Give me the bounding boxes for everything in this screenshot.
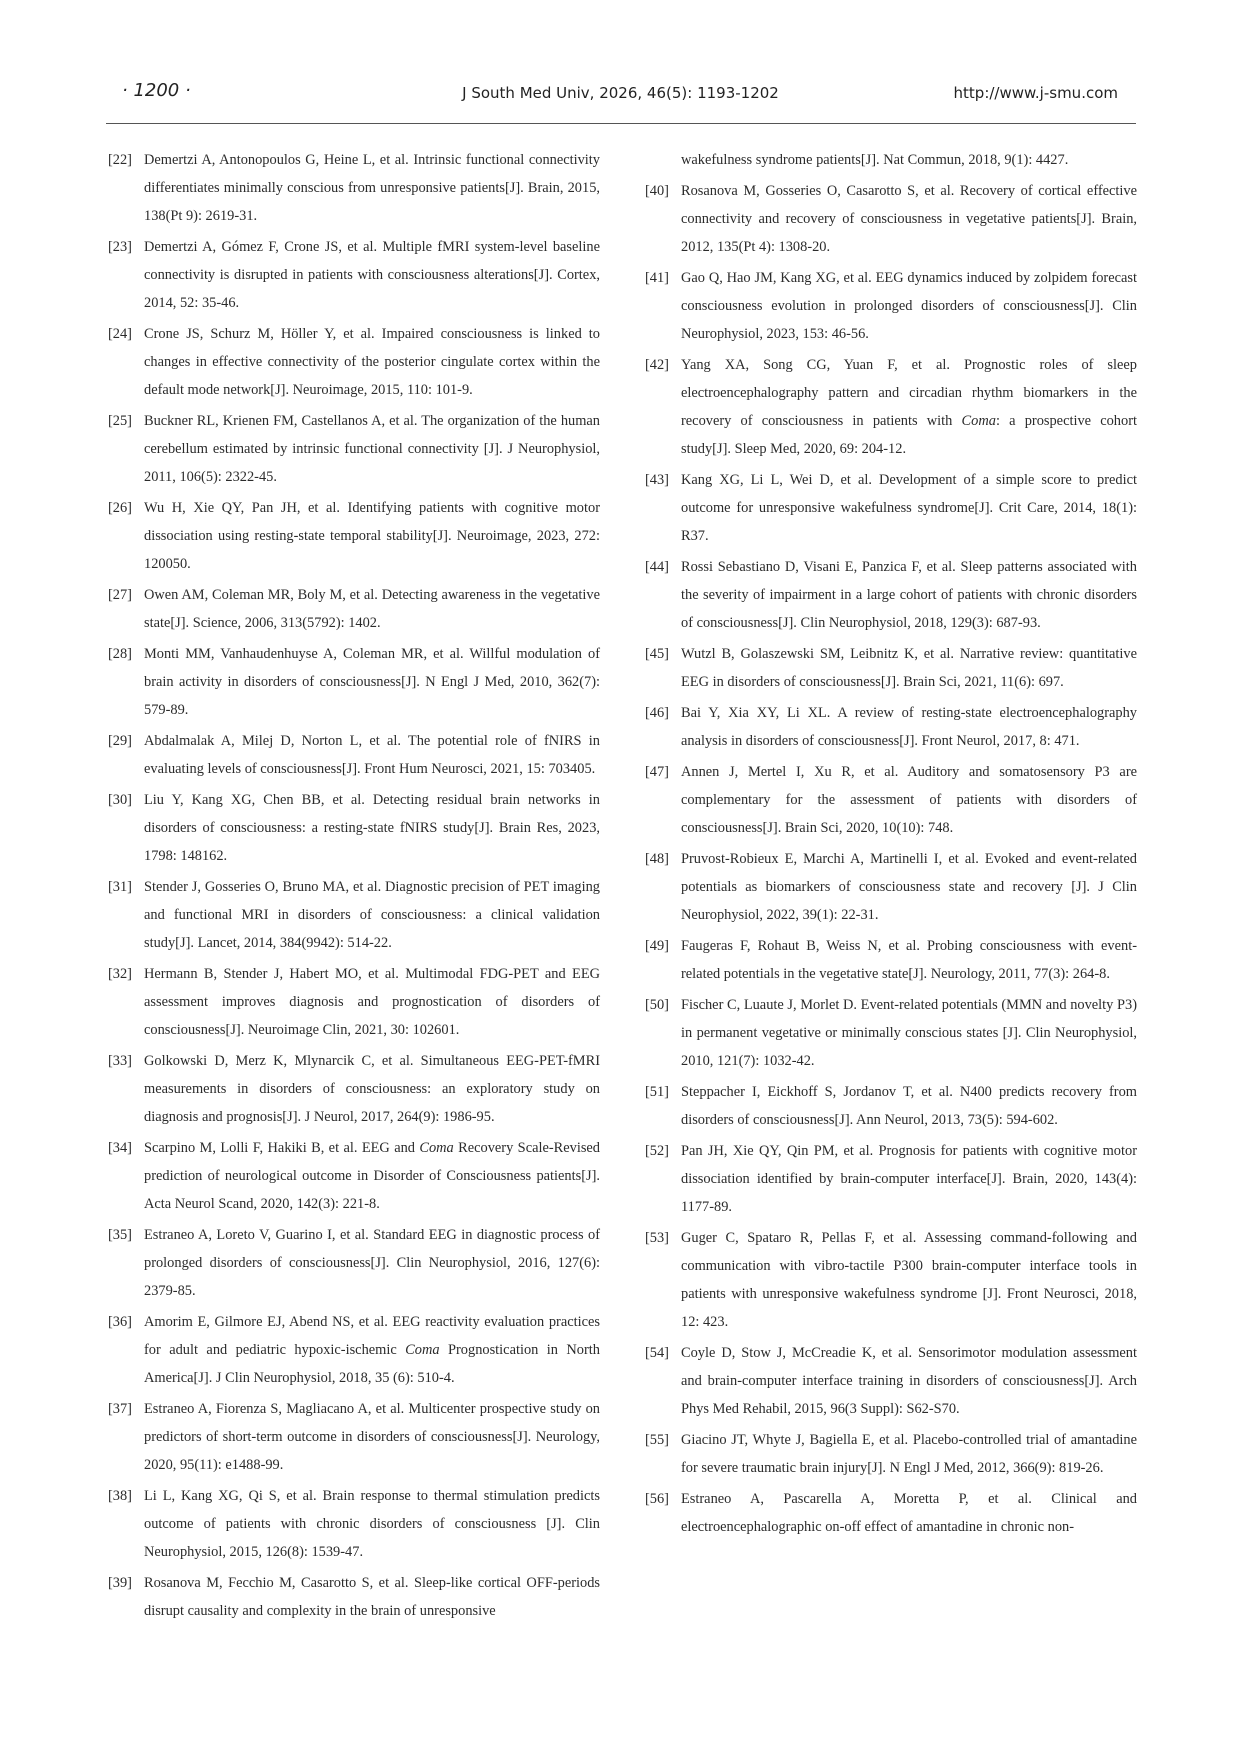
reference-entry (108, 1395, 600, 1479)
reference-number: [56] (645, 1491, 669, 1507)
reference-text: Steppacher I, Eickhoff S, Jordanov T, et al. N400 predicts recovery from disorders of consciousness[J]. Ann Neurol, 2013, 73(5): 594-602. (681, 1084, 1137, 1128)
reference-number: [35] (108, 1227, 132, 1243)
reference-number: [28] (108, 646, 132, 662)
reference-number: [37] (108, 1401, 132, 1417)
journal-url: http://www.j-smu.com (953, 84, 1118, 102)
reference-entry (645, 1078, 1137, 1134)
reference-text: Rossi Sebastiano D, Visani E, Panzica F, et al. Sleep patterns associated with the severity of impairment in a large cohort of patients with chronic disorders of consciousness[J]. Clin Neurophysiol, 2018, 129(3): 687-93. (681, 559, 1137, 631)
reference-number: [53] (645, 1230, 669, 1246)
reference-text: Estraneo A, Fiorenza S, Magliacano A, et al. Multicenter prospective study on predictors of short-term outcome in disorders of consciousness[J]. Neurology, 2020, 95(11): e1488-99. (144, 1401, 600, 1473)
reference-number: [43] (645, 472, 669, 488)
italic-term: Coma (419, 1140, 454, 1156)
reference-number: [25] (108, 413, 132, 429)
reference-entry (645, 991, 1137, 1075)
reference-number: [34] (108, 1140, 132, 1156)
reference-text: Amorim E, Gilmore EJ, Abend NS, et al. EEG reactivity evaluation practices for adult and pediatric hypoxic-ischemic Coma Prognostication in North America[J]. J Clin Neurophysiol, 2018, 35 (6): 510-4. (144, 1314, 600, 1386)
page-header (0, 0, 1241, 130)
reference-text: Hermann B, Stender J, Habert MO, et al. Multimodal FDG-PET and EEG assessment improves diagnosis and prognostication of disorders of consciousness[J]. Neuroimage Clin, 2021, 30: 102601. (144, 966, 600, 1038)
reference-entry (645, 351, 1137, 463)
reference-entry (108, 233, 600, 317)
reference-text: Pruvost-Robieux E, Marchi A, Martinelli I, et al. Evoked and event-related potentials as biomarkers of consciousness state and recovery [J]. J Clin Neurophysiol, 2022, 39(1): 22-31. (681, 851, 1137, 923)
reference-text: Giacino JT, Whyte J, Bagiella E, et al. Placebo-controlled trial of amantadine for severe traumatic brain injury[J]. N Engl J Med, 2012, 366(9): 819-26. (681, 1432, 1137, 1476)
reference-entry (645, 758, 1137, 842)
reference-text: Yang XA, Song CG, Yuan F, et al. Prognostic roles of sleep electroencephalography pattern and circadian rhythm biomarkers in the recovery of consciousness in patients with Coma: a prospective cohort study[J]. Sleep Med, 2020, 69: 204-12. (681, 357, 1137, 457)
reference-entry (645, 932, 1137, 988)
reference-entry (108, 1482, 600, 1566)
reference-number: [55] (645, 1432, 669, 1448)
reference-entry (108, 786, 600, 870)
reference-number: [31] (108, 879, 132, 895)
reference-continuation: wakefulness syndrome patients[J]. Nat Commun, 2018, 9(1): 4427. (681, 152, 1069, 168)
italic-term: Coma (961, 413, 996, 429)
reference-entry (645, 553, 1137, 637)
reference-text: Gao Q, Hao JM, Kang XG, et al. EEG dynamics induced by zolpidem forecast consciousness evolution in prolonged disorders of consciousness[J]. Clin Neurophysiol, 2023, 153: 46-56. (681, 270, 1137, 342)
reference-text: Estraneo A, Loreto V, Guarino I, et al. Standard EEG in diagnostic process of prolonged disorders of consciousness[J]. Clin Neurophysiol, 2016, 127(6): 2379-85. (144, 1227, 600, 1299)
reference-text: Buckner RL, Krienen FM, Castellanos A, et al. The organization of the human cerebellum estimated by intrinsic functional connectivity [J]. J Neurophysiol, 2011, 106(5): 2322-45. (144, 413, 600, 485)
reference-entry (645, 1339, 1137, 1423)
reference-entry (108, 146, 600, 230)
reference-text: Faugeras F, Rohaut B, Weiss N, et al. Probing consciousness with event-related potentials in the vegetative state[J]. Neurology, 2011, 77(3): 264-8. (681, 938, 1137, 982)
reference-number: [36] (108, 1314, 132, 1330)
reference-text: Annen J, Mertel I, Xu R, et al. Auditory and somatosensory P3 are complementary for the assessment of patients with disorders of consciousness[J]. Brain Sci, 2020, 10(10): 748. (681, 764, 1137, 836)
reference-text: Kang XG, Li L, Wei D, et al. Development of a simple score to predict outcome for unresponsive wakefulness syndrome[J]. Crit Care, 2014, 18(1): R37. (681, 472, 1137, 544)
reference-entry (645, 640, 1137, 696)
journal-citation: J South Med Univ, 2026, 46(5): 1193-1202 (462, 84, 779, 102)
reference-text: Crone JS, Schurz M, Höller Y, et al. Impaired consciousness is linked to changes in effective connectivity of the posterior cingulate cortex within the default mode network[J]. Neuroimage, 2015, 110: 101-9. (144, 326, 600, 398)
reference-number: [48] (645, 851, 669, 867)
reference-number: [49] (645, 938, 669, 954)
reference-entry (645, 699, 1137, 755)
reference-text: Li L, Kang XG, Qi S, et al. Brain response to thermal stimulation predicts outcome of patients with chronic disorders of consciousness [J]. Clin Neurophysiol, 2015, 126(8): 1539-47. (144, 1488, 600, 1560)
reference-entry (108, 960, 600, 1044)
reference-number: [33] (108, 1053, 132, 1069)
reference-number: [42] (645, 357, 669, 373)
reference-entry (645, 264, 1137, 348)
reference-entry (108, 727, 600, 783)
reference-number: [24] (108, 326, 132, 342)
reference-entry (108, 1308, 600, 1392)
reference-number: [46] (645, 705, 669, 721)
reference-entry (108, 1569, 600, 1625)
reference-text: Bai Y, Xia XY, Li XL. A review of resting-state electroencephalography analysis in disorders of consciousness[J]. Front Neurol, 2017, 8: 471. (681, 705, 1137, 749)
reference-number: [29] (108, 733, 132, 749)
reference-entry (108, 1221, 600, 1305)
reference-text: Wutzl B, Golaszewski SM, Leibnitz K, et al. Narrative review: quantitative EEG in disorders of consciousness[J]. Brain Sci, 2021, 11(6): 697. (681, 646, 1137, 690)
reference-number: [22] (108, 152, 132, 168)
page-number: · 1200 · (122, 80, 191, 101)
reference-entry (108, 640, 600, 724)
reference-entry (645, 177, 1137, 261)
reference-text: Scarpino M, Lolli F, Hakiki B, et al. EEG and Coma Recovery Scale-Revised prediction of neurological outcome in Disorder of Consciousness patients[J]. Acta Neurol Scand, 2020, 142(3): 221-8. (144, 1140, 601, 1212)
italic-term: Coma (405, 1342, 440, 1358)
reference-text: Fischer C, Luaute J, Morlet D. Event-related potentials (MMN and novelty P3) in permanent vegetative or minimally conscious states [J]. Clin Neurophysiol, 2010, 121(7): 1032-42. (681, 997, 1137, 1069)
reference-text: Monti MM, Vanhaudenhuyse A, Coleman MR, et al. Willful modulation of brain activity in disorders of consciousness[J]. N Engl J Med, 2010, 362(7): 579-89. (144, 646, 600, 718)
reference-number: [52] (645, 1143, 669, 1159)
reference-column-left (108, 146, 600, 1628)
reference-number: [26] (108, 500, 132, 516)
reference-number: [44] (645, 559, 669, 575)
reference-entry (108, 494, 600, 578)
reference-text: Demertzi A, Gómez F, Crone JS, et al. Multiple fMRI system-level baseline connectivity is disrupted in patients with consciousness alterations[J]. Cortex, 2014, 52: 35-46. (144, 239, 600, 311)
reference-number: [50] (645, 997, 669, 1013)
reference-entry (108, 581, 600, 637)
reference-number: [23] (108, 239, 132, 255)
reference-number: [39] (108, 1575, 132, 1591)
reference-entry (108, 873, 600, 957)
reference-entry (108, 407, 600, 491)
reference-entry (645, 1485, 1137, 1541)
reference-text: Stender J, Gosseries O, Bruno MA, et al. Diagnostic precision of PET imaging and functional MRI in disorders of consciousness: a clinical validation study[J]. Lancet, 2014, 384(9942): 514-22. (144, 879, 600, 951)
reference-number: [38] (108, 1488, 132, 1504)
reference-number: [40] (645, 183, 669, 199)
reference-entry (645, 466, 1137, 550)
reference-text: Estraneo A, Pascarella A, Moretta P, et al. Clinical and electroencephalographic on-off effect of amantadine in chronic non- (681, 1491, 1137, 1535)
reference-entry (645, 1137, 1137, 1221)
reference-entry (645, 1224, 1137, 1336)
reference-entry (645, 1426, 1137, 1482)
reference-number: [27] (108, 587, 132, 603)
reference-text: Wu H, Xie QY, Pan JH, et al. Identifying patients with cognitive motor dissociation using resting-state temporal stability[J]. Neuroimage, 2023, 272: 120050. (144, 500, 600, 572)
reference-entry (645, 845, 1137, 929)
reference-column-right (645, 146, 1137, 1544)
reference-number: [30] (108, 792, 132, 808)
reference-number: [32] (108, 966, 132, 982)
reference-entry (108, 1134, 600, 1218)
reference-number: [41] (645, 270, 669, 286)
header-divider (106, 123, 1136, 124)
reference-text: Rosanova M, Fecchio M, Casarotto S, et al. Sleep-like cortical OFF-periods disrupt causality and complexity in the brain of unresponsive (144, 1575, 600, 1619)
reference-entry (108, 320, 600, 404)
reference-text: Golkowski D, Merz K, Mlynarcik C, et al. Simultaneous EEG-PET-fMRI measurements in disorders of consciousness: an exploratory study on diagnosis and prognosis[J]. J Neurol, 2017, 264(9): 1986-95. (144, 1053, 600, 1125)
reference-text: Demertzi A, Antonopoulos G, Heine L, et al. Intrinsic functional connectivity differentiates minimally conscious from unresponsive patients[J]. Brain, 2015, 138(Pt 9): 2619-31. (144, 152, 600, 224)
reference-text: Rosanova M, Gosseries O, Casarotto S, et al. Recovery of cortical effective connectivity and recovery of consciousness in vegetative patients[J]. Brain, 2012, 135(Pt 4): 1308-20. (681, 183, 1137, 255)
reference-entry (108, 1047, 600, 1131)
reference-number: [45] (645, 646, 669, 662)
reference-number: [54] (645, 1345, 669, 1361)
reference-text: Owen AM, Coleman MR, Boly M, et al. Detecting awareness in the vegetative state[J]. Science, 2006, 313(5792): 1402. (144, 587, 600, 631)
reference-text: Coyle D, Stow J, McCreadie K, et al. Sensorimotor modulation assessment and brain-computer interface training in disorders of consciousness[J]. Arch Phys Med Rehabil, 2015, 96(3 Suppl): S62-S70. (681, 1345, 1137, 1417)
reference-text: Pan JH, Xie QY, Qin PM, et al. Prognosis for patients with cognitive motor dissociation identified by brain-computer interface[J]. Brain, 2020, 143(4): 1177-89. (681, 1143, 1137, 1215)
reference-text: Abdalmalak A, Milej D, Norton L, et al. The potential role of fNIRS in evaluating levels of consciousness[J]. Front Hum Neurosci, 2021, 15: 703405. (144, 733, 600, 777)
reference-text: Liu Y, Kang XG, Chen BB, et al. Detecting residual brain networks in disorders of consciousness: a resting-state fNIRS study[J]. Brain Res, 2023, 1798: 148162. (144, 792, 600, 864)
reference-number: [47] (645, 764, 669, 780)
reference-text: Guger C, Spataro R, Pellas F, et al. Assessing command-following and communication with vibro-tactile P300 brain-computer interface tools in patients with unresponsive wakefulness syndrome [J]. Front Neurosci, 2018, 12: 423. (681, 1230, 1137, 1330)
reference-number: [51] (645, 1084, 669, 1100)
